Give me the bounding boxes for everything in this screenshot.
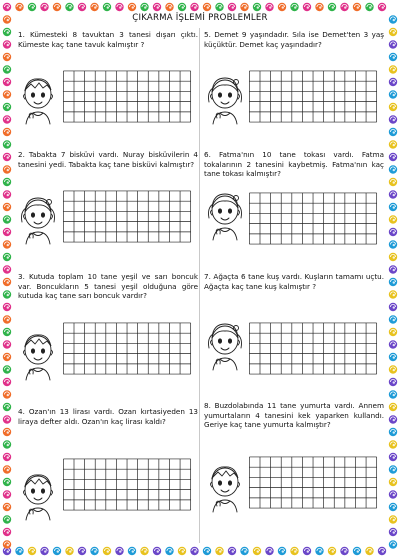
- answer-grid-8[interactable]: [246, 456, 382, 510]
- problem-8: [204, 401, 384, 430]
- answer-grid-7[interactable]: [246, 322, 382, 376]
- answer-grid-5[interactable]: [246, 70, 382, 124]
- problem-3-text: 3. Kutuda toplam 10 tane yeşil ve sarı boncuk var. Boncukların 5 tanesi yeşil olduğuna göre kutuda kaç tane sarı boncuk vardır?: [18, 272, 198, 301]
- answer-grid-2[interactable]: [60, 190, 196, 244]
- problem-2-text: 2. Tabakta 7 bisküvi vardı. Nuray bisküvilerin 4 tanesini yedi. Tabakta kaç tane bisküvi kalmıştır?: [18, 150, 198, 169]
- boy-character-icon: [16, 72, 60, 126]
- problem-5-text: 5. Demet 9 yaşındadır. Sıla ise Demet'ten 3 yaş küçüktür. Demet kaç yaşındadır?: [204, 30, 384, 49]
- problem-7: [204, 272, 384, 291]
- problem-7-text: 7. Ağaçta 6 tane kuş vardı. Kuşların tamamı uçtu. Ağaçta kaç tane kuş kalmıştır ?: [204, 272, 384, 291]
- problem-4-text: 4. Ozan'ın 13 lirası vardı. Ozan kırtasiyeden 13 liraya defter aldı. Ozan'ın kaç lirası kaldı?: [18, 407, 198, 426]
- answer-grid-3[interactable]: [60, 322, 196, 376]
- problem-8-text: 8. Buzdolabında 11 tane yumurta vardı. Annem yumurtaların 4 tanesini kek yaparken kullandı. Geriye kaç tane yumurta kalmıştır?: [204, 401, 384, 430]
- answer-grid-1[interactable]: [60, 70, 196, 124]
- boy-character-icon: [16, 468, 60, 522]
- boy-character-icon: [203, 460, 247, 514]
- column-divider: [199, 28, 200, 543]
- boy-character-icon: [16, 328, 60, 382]
- worksheet-title: ÇIKARMA İŞLEMİ PROBLEMLER: [132, 13, 268, 23]
- answer-grid-6[interactable]: [246, 192, 382, 246]
- problem-5: [204, 30, 384, 49]
- problem-2: [18, 150, 198, 169]
- girl-character-icon: [203, 72, 247, 126]
- girl-character-icon: [203, 188, 247, 242]
- problem-1-text: 1. Kümesteki 8 tavuktan 3 tanesi dışarı çıktı. Kümeste kaç tane tavuk kalmıştır ?: [18, 30, 198, 49]
- girl-character-icon: [16, 192, 60, 246]
- problem-3: [18, 272, 198, 301]
- answer-grid-4[interactable]: [60, 458, 196, 512]
- problem-4: [18, 407, 198, 426]
- problem-1: [18, 30, 198, 49]
- problem-6: [204, 150, 384, 179]
- problem-6-text: 6. Fatma'nın 10 tane tokası vardı. Fatma tokalarının 2 tanesini kaybetmiş. Fatma'nın kaç tane tokası kalmıştır?: [204, 150, 384, 179]
- girl-character-icon: [203, 318, 247, 372]
